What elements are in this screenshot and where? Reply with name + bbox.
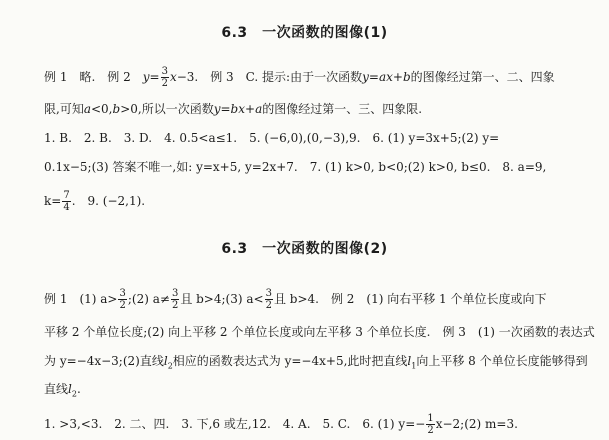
denominator: 2 <box>171 300 179 311</box>
text: = <box>149 70 160 84</box>
denominator: 2 <box>161 78 168 89</box>
text: <0, <box>90 102 113 116</box>
fraction-1-2 <box>426 413 434 436</box>
var-y: y <box>142 70 150 84</box>
denominator: 2 <box>119 300 126 311</box>
var-y: y <box>362 70 369 84</box>
subscript: 1 <box>411 361 417 371</box>
text: 直线 <box>44 382 69 396</box>
var-a: a <box>83 102 91 116</box>
numerator: 1 <box>427 413 434 424</box>
text: 例 1 (1) a> <box>44 292 118 306</box>
text: = <box>368 70 379 84</box>
var-ax: ax <box>378 70 393 84</box>
text: . 9. (−2,1). <box>71 194 146 208</box>
var-l: l <box>407 354 412 368</box>
section1-answers-line1: 1. B. 2. B. 3. D. 4. 0.5<a≤1. 5. (−6,0),(0,−3),9. 6. (1) y=3x+5;(2) y= <box>44 131 500 145</box>
fraction-3-2 <box>161 66 169 89</box>
text: ;(2) a≠ <box>127 292 170 306</box>
section2-example-line2: 平移 2 个单位长度;(2) 向上平移 2 个单位长度或向左平移 3 个单位长度. 例 3 (1) 一次函数的表达式 <box>44 325 595 339</box>
section1-answers-line3 <box>44 190 575 213</box>
var-bx: bx <box>230 102 245 116</box>
subscript: 2 <box>71 389 77 399</box>
text: 且 b>4;(3) a< <box>180 292 264 306</box>
section2-example-line4 <box>44 380 575 398</box>
denominator: 4 <box>63 202 70 213</box>
section1-example-line1 <box>44 66 575 89</box>
text: k= <box>44 194 62 208</box>
section2-example-line3 <box>44 352 588 371</box>
section1-example-line2 <box>44 100 575 118</box>
fraction-3-2 <box>171 288 179 311</box>
text: 的图像经过第一、三、四象限. <box>262 102 423 116</box>
var-b: b <box>112 102 121 116</box>
numerator: 3 <box>161 66 168 77</box>
section2-answers-line1 <box>44 413 575 436</box>
text: 的图像经过第一、二、四象 <box>410 70 555 84</box>
text: 1. >3,<3. 2. 二、四. 3. 下,6 或左,12. 4. A. 5. C. 6. (1) y=− <box>44 417 426 431</box>
numerator: 7 <box>63 190 70 201</box>
text: + <box>245 102 256 116</box>
text: x−2;(2) m=3. <box>435 417 518 431</box>
var-l: l <box>163 354 168 368</box>
text: 限,可知 <box>44 102 84 116</box>
section1-answers-line2: 0.1x−5;(3) 答案不唯一,如: y=x+5, y=2x+7. 7. (1) k>0, b<0;(2) k>0, b≤0. 8. a=9, <box>44 160 547 174</box>
text: −3. 例 3 C. 提示:由于一次函数 <box>176 70 363 84</box>
numerator: 3 <box>265 288 272 299</box>
section2-title: 6.3 一次函数的图像(2) <box>221 241 388 257</box>
text: 相应的函数表达式为 y=−4x+5,此时把直线 <box>172 354 408 368</box>
var-x: x <box>169 70 177 84</box>
subscript: 2 <box>167 361 173 371</box>
var-b: b <box>402 70 411 84</box>
section1-title: 6.3 一次函数的图像(1) <box>221 25 388 41</box>
text: 向上平移 8 个单位长度能够得到 <box>416 354 588 368</box>
fraction-7-4 <box>62 190 70 213</box>
section2-example-line1 <box>44 288 575 311</box>
var-a: a <box>255 102 263 116</box>
text: 为 y=−4x−3;(2)直线 <box>44 354 164 368</box>
fraction-3-2 <box>265 288 273 311</box>
text: + <box>392 70 403 84</box>
fraction-3-2 <box>118 288 126 311</box>
text: = <box>220 102 231 116</box>
denominator: 2 <box>265 300 272 311</box>
text: 且 b>4. 例 2 (1) 向右平移 1 个单位长度或向下 <box>273 292 547 306</box>
text: >0,所以一次函数 <box>120 102 214 116</box>
numerator: 3 <box>119 288 126 299</box>
text: 例 1 略. 例 2 <box>44 70 143 84</box>
var-y: y <box>213 102 221 116</box>
var-l: l <box>68 382 72 396</box>
denominator: 2 <box>427 425 434 436</box>
numerator: 3 <box>171 288 179 299</box>
text: . <box>76 382 81 396</box>
